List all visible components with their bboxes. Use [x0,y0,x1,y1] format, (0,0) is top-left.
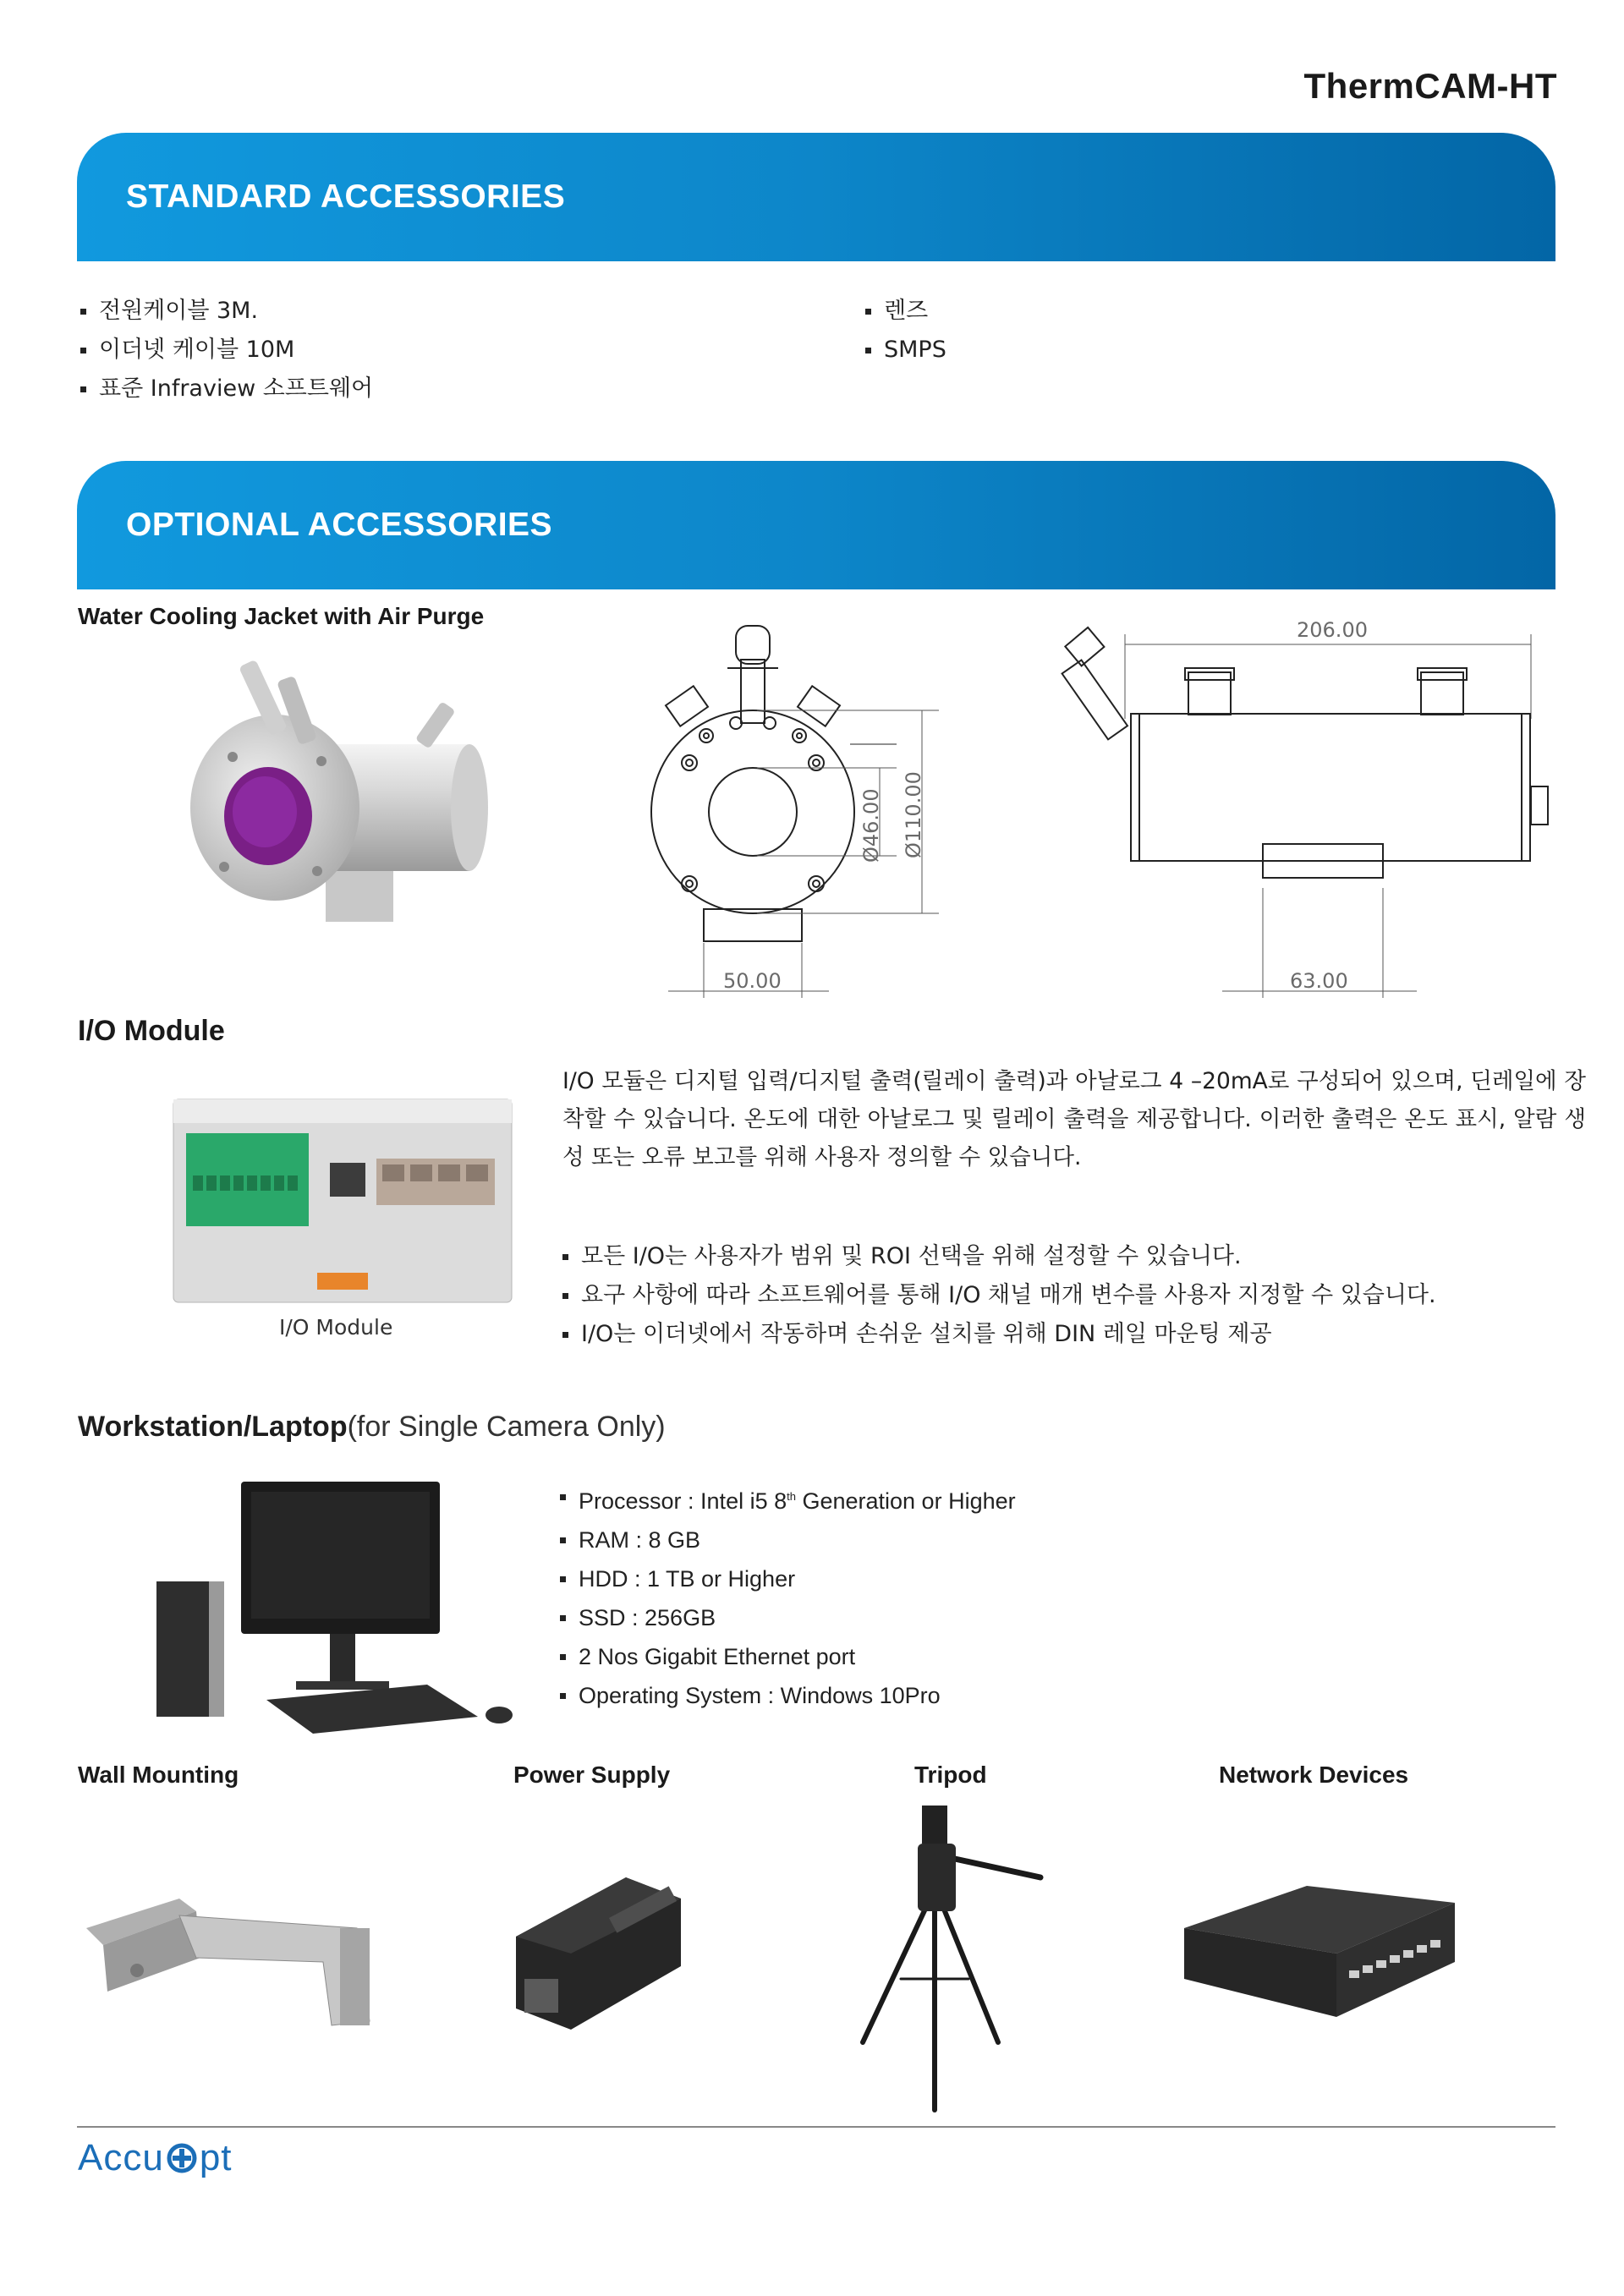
workstation-heading-bold: Workstation/Laptop [78,1411,348,1443]
workstation-specs [558,1477,1016,1715]
tripod-heading: Tripod [914,1762,987,1788]
cooling-jacket-front-drawing [626,609,964,1006]
standard-list-right [864,292,946,370]
tripod-photo [850,1797,1053,2118]
dim-outer-diameter: Ø110.00 [902,771,925,858]
spec-processor-text: Processor : Intel i5 8 [579,1488,787,1514]
optional-accessories-title: OPTIONAL ACCESSORIES [126,507,553,543]
spec-hdd: HDD : 1 TB or Higher [558,1559,1016,1598]
accuopt-logo [78,2137,233,2179]
io-module-caption: I/O Module [279,1315,393,1340]
list-item: 요구 사항에 따라 소프트웨어를 통해 I/O 채널 매개 변수를 사용자 지정할 수 있습니다. [561,1276,1436,1315]
standard-accessories-banner [77,133,1555,261]
wall-mounting-photo [78,1877,382,2030]
spec-processor-rest: Generation or Higher [795,1488,1016,1514]
spec-ssd: SSD : 256GB [558,1598,1016,1637]
logo-mark-icon [166,2142,198,2174]
power-supply-photo [499,1860,694,2055]
workstation-photo [148,1471,537,1742]
standard-accessories-title: STANDARD ACCESSORIES [126,178,566,215]
dim-length: 206.00 [1297,618,1368,642]
io-module-features [561,1237,1436,1354]
io-module-photo [169,1095,516,1307]
footer-divider [77,2126,1555,2128]
dim-base-width: 50.00 [723,969,782,993]
spec-processor-sup: th [787,1490,796,1503]
list-item: 이더넷 케이블 10M [79,331,373,370]
spec-processor [558,1477,1016,1521]
logo-text-accu: Accu [78,2137,164,2178]
optional-accessories-banner [77,461,1555,589]
product-title: ThermCAM-HT [1303,66,1557,106]
cooling-jacket-side-drawing [1036,609,1561,1006]
list-item: 모든 I/O는 사용자가 범위 및 ROI 선택을 위해 설정할 수 있습니다. [561,1237,1436,1276]
cooling-jacket-heading: Water Cooling Jacket with Air Purge [78,603,485,629]
dim-mount-width: 63.00 [1290,969,1348,993]
io-module-description: I/O 모듈은 디지털 입력/디지털 출력(릴레이 출력)과 아날로그 4 –20mA로 구성되어 있으며, 딘레일에 장착할 수 있습니다. 온도에 대한 아날로그 및 릴레이 출력을 제공합니다. 이러한 출력은 온도 표시, 알람 생성 또는 오류 보고를 위해 사용자 정의할 수 있습니다. [562,1068,1586,1170]
cooling-jacket-photo [173,643,512,930]
wall-mounting-heading: Wall Mounting [78,1762,239,1788]
io-module-heading: I/O Module [78,1015,225,1047]
list-item: 렌즈 [864,292,946,331]
list-item: 전원케이블 3M. [79,292,373,331]
spec-ethernet: 2 Nos Gigabit Ethernet port [558,1637,1016,1676]
network-devices-photo [1180,1882,1459,2025]
spec-os: Operating System : Windows 10Pro [558,1676,1016,1715]
standard-list-left [79,292,373,408]
list-item: I/O는 이더넷에서 작동하며 손쉬운 설치를 위해 DIN 레일 마운팅 제공 [561,1315,1436,1354]
workstation-heading-note: (for Single Camera Only) [347,1411,666,1443]
network-devices-heading: Network Devices [1219,1762,1409,1788]
list-item: 표준 Infraview 소프트웨어 [79,370,373,408]
workstation-heading [78,1411,666,1444]
power-supply-heading: Power Supply [513,1762,671,1788]
logo-text-pt: pt [199,2137,233,2178]
dim-inner-diameter: Ø46.00 [859,788,883,863]
list-item: SMPS [864,331,946,370]
spec-ram: RAM : 8 GB [558,1521,1016,1559]
